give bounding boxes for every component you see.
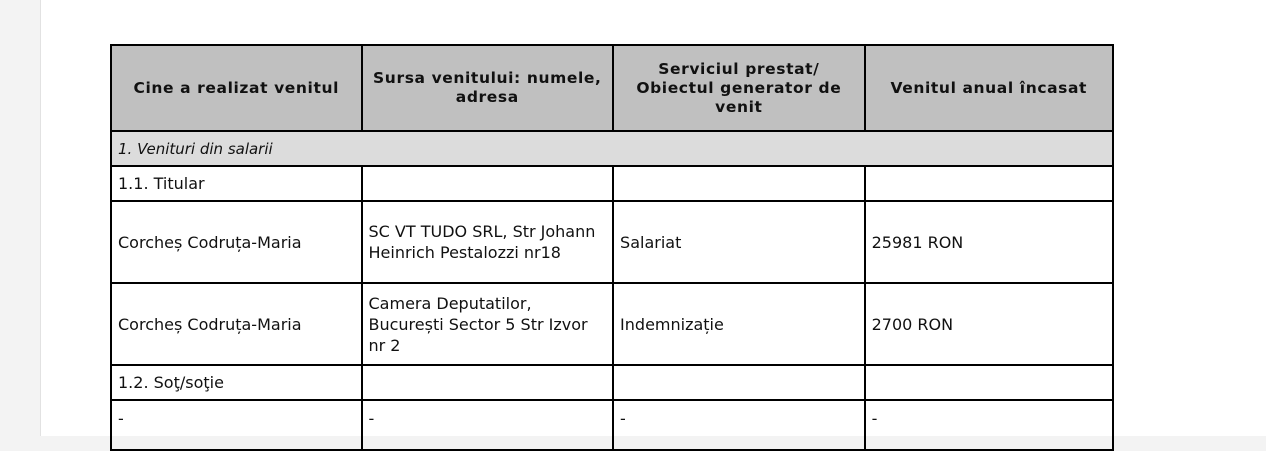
header-income: Venitul anual încasat — [865, 45, 1113, 131]
section-row-salaries — [111, 131, 1113, 166]
table-header-row — [111, 45, 1113, 131]
cell-who: Corcheș Codruța-Maria — [111, 283, 362, 365]
cell-income: - — [865, 400, 1113, 450]
table-row — [111, 400, 1113, 450]
cell-source: Camera Deputatilor, București Sector 5 Str Izvor nr 2 — [362, 283, 614, 365]
cell-service: - — [613, 400, 865, 450]
table-cell — [613, 365, 865, 400]
cell-who: - — [111, 400, 362, 450]
income-table — [110, 44, 1114, 451]
cell-source: - — [362, 400, 614, 450]
table-row — [111, 201, 1113, 283]
cell-service: Indemnizație — [613, 283, 865, 365]
table-cell — [362, 365, 614, 400]
subsection-row-spouse — [111, 365, 1113, 400]
cell-who: Corcheș Codruța-Maria — [111, 201, 362, 283]
subsection-row-titular — [111, 166, 1113, 201]
table-cell — [613, 166, 865, 201]
table-cell — [362, 166, 614, 201]
cell-income: 2700 RON — [865, 283, 1113, 365]
table-cell — [865, 365, 1113, 400]
subsection-title: 1.1. Titular — [111, 166, 362, 201]
section-title: 1. Venituri din salarii — [111, 131, 1113, 166]
subsection-title: 1.2. Soţ/soţie — [111, 365, 362, 400]
header-service: Serviciul prestat/ Obiectul generator de venit — [613, 45, 865, 131]
table-cell — [865, 166, 1113, 201]
table-row — [111, 283, 1113, 365]
cell-service: Salariat — [613, 201, 865, 283]
document-page — [40, 0, 1266, 436]
cell-income: 25981 RON — [865, 201, 1113, 283]
header-who: Cine a realizat venitul — [111, 45, 362, 131]
header-source: Sursa venitului: numele, adresa — [362, 45, 614, 131]
cell-source: SC VT TUDO SRL, Str Johann Heinrich Pestalozzi nr18 — [362, 201, 614, 283]
